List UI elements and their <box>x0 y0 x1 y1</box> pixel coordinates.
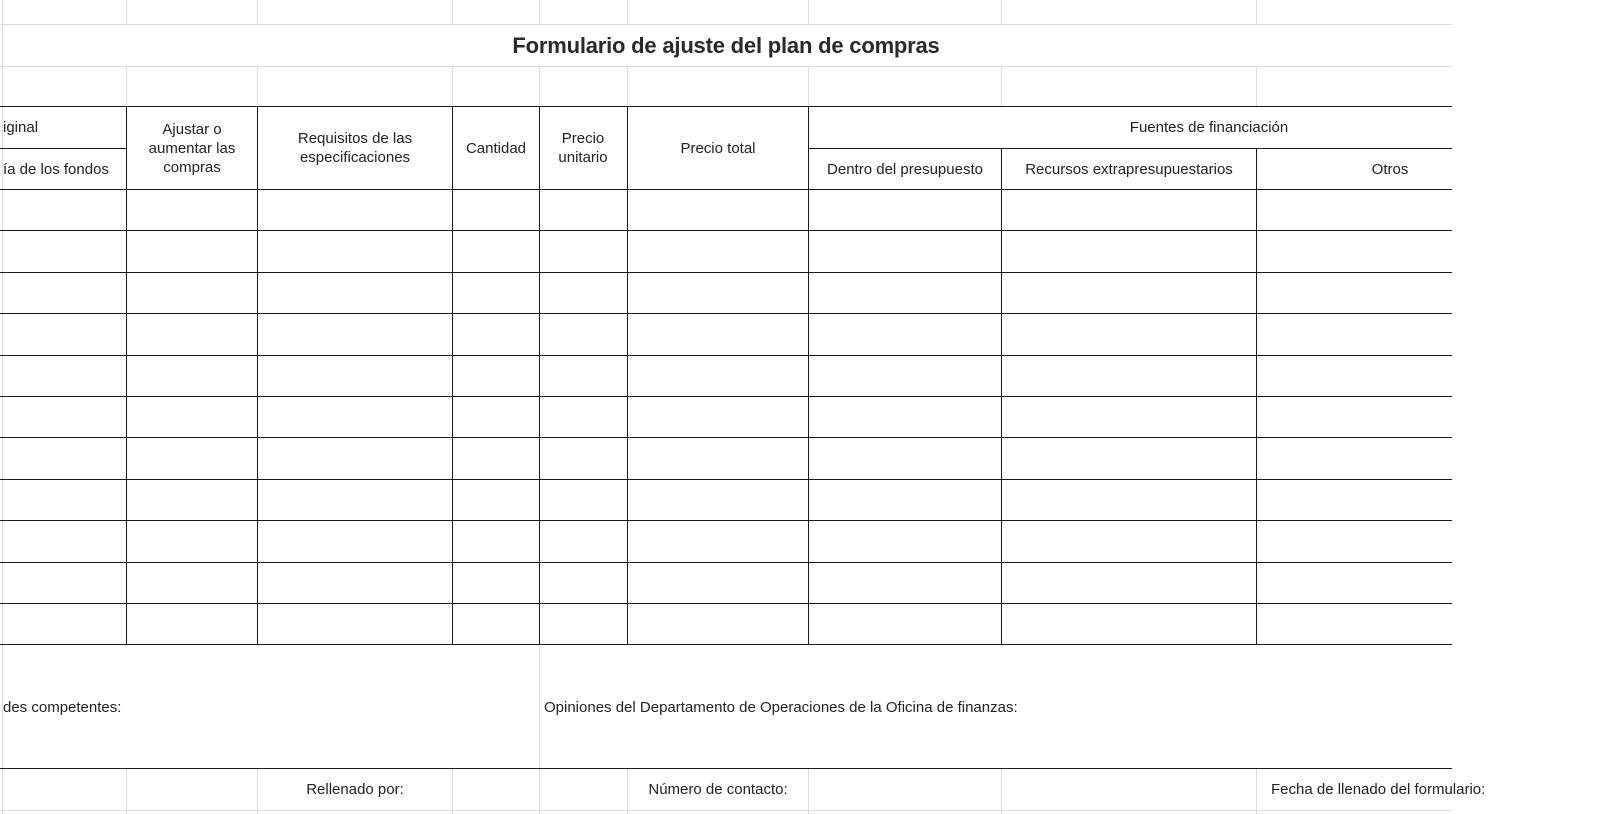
table-border <box>126 106 127 645</box>
table-border <box>0 644 1452 645</box>
table-border <box>0 230 1452 231</box>
grid-line <box>1001 66 1002 107</box>
header-unit-price: Precio unitario <box>558 130 608 166</box>
grid-line <box>539 0 540 25</box>
grid-line <box>1256 0 1257 25</box>
grid-line <box>627 66 628 107</box>
grid-line <box>126 0 127 25</box>
grid-line <box>126 769 127 814</box>
table-border <box>0 437 1452 438</box>
table-border <box>257 106 258 645</box>
grid-line <box>257 66 258 107</box>
grid-line <box>1001 0 1002 25</box>
footer-fill-date-label: Fecha de llenado del formulario: <box>1271 781 1486 798</box>
header-quantity: Cantidad <box>465 139 527 157</box>
form-title: Formulario de ajuste del plan de compras <box>512 32 940 58</box>
footer-filled-by-label: Rellenado por: <box>306 781 404 798</box>
footer-contact-number-label: Número de contacto: <box>648 781 788 798</box>
table-border <box>0 520 1452 521</box>
header-original-funds: ía de los fondos <box>3 160 109 178</box>
grid-line <box>452 0 453 25</box>
grid-line <box>1256 66 1257 107</box>
table-border <box>0 313 1452 314</box>
header-others: Otros <box>1371 160 1409 178</box>
grid-line <box>0 66 1452 67</box>
grid-line <box>257 0 258 25</box>
header-spec: Requisitos de las especificaciones <box>297 130 413 166</box>
opinion-finance-department[interactable]: Opiniones del Departamento de Operaciones de la Oficina de finanzas: <box>544 698 1018 716</box>
table-border <box>0 396 1452 397</box>
table-border <box>0 189 1452 190</box>
grid-line <box>808 769 809 814</box>
table-border <box>1256 148 1257 645</box>
table-border <box>0 562 1452 563</box>
grid-line <box>0 810 1452 811</box>
header-extra-budget: Recursos extrapresupuestarios <box>1025 160 1233 178</box>
grid-line <box>1001 769 1002 814</box>
header-funding-sources: Fuentes de financiación <box>1129 119 1289 136</box>
grid-line <box>627 0 628 25</box>
grid-line <box>539 769 540 814</box>
table-border <box>0 272 1452 273</box>
table-border <box>1001 148 1002 645</box>
table-border <box>0 355 1452 356</box>
grid-line <box>539 66 540 107</box>
grid-line <box>452 66 453 107</box>
header-total-price: Precio total <box>680 139 756 157</box>
grid-line <box>126 66 127 107</box>
grid-line <box>539 646 540 769</box>
table-border <box>539 106 540 645</box>
grid-line <box>1256 769 1257 814</box>
header-adjust: Ajustar o aumentar las compras <box>148 120 236 176</box>
table-border <box>0 479 1452 480</box>
header-original: iginal <box>3 119 39 136</box>
table-border <box>0 603 1452 604</box>
grid-line <box>808 66 809 107</box>
header-within-budget: Dentro del presupuesto <box>827 160 983 178</box>
grid-line <box>452 769 453 814</box>
opinion-competent-authorities[interactable]: des competentes: <box>3 698 122 716</box>
grid-line <box>808 0 809 25</box>
